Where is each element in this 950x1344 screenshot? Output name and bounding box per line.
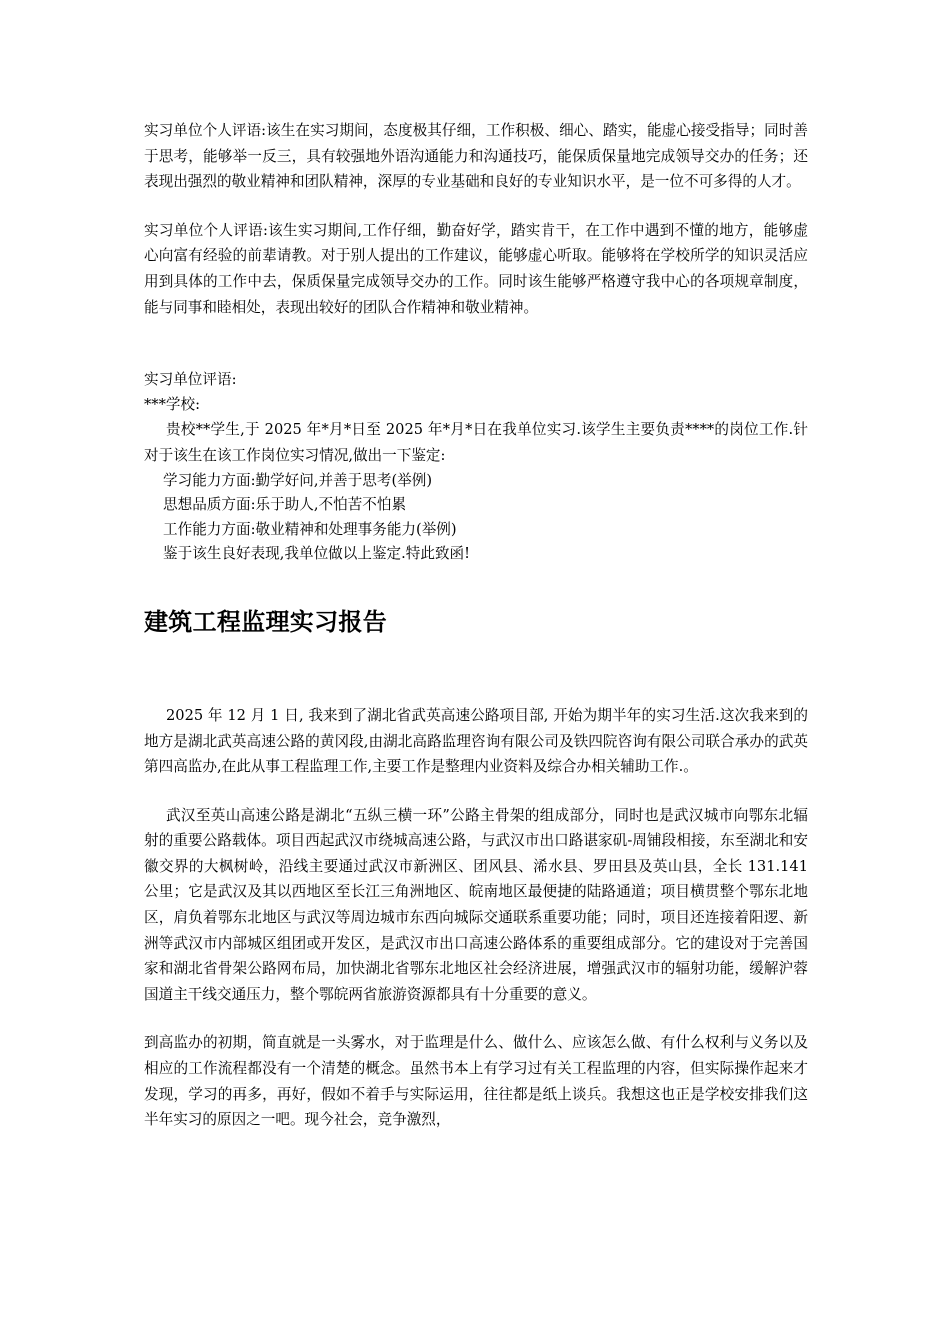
letter-item-learning: 学习能力方面:勤学好问,并善于思考(举例)	[163, 471, 433, 489]
document-page	[144, 118, 808, 1133]
letter-body: 贵校**学生,于 2025 年*月*日至 2025 年*月*日在我单位实习.该学生主要负责****的岗位工作.针对于该生在该工作岗位实习情况,做出一下鉴定:	[144, 421, 808, 464]
evaluation-paragraph-2: 实习单位个人评语:该生实习期间,工作仔细，勤奋好学，踏实肯干，在工作中遇到不懂的地方，能够虚心向富有经验的前辈请教。对于别人提出的工作建议，能够虚心听取。能够将在学校所学的知识灵活应用到具体的工作中去，保质保量完成领导交办的工作。同时该生能够严格遵守我中心的各项规章制度，能与同事和睦相处，表现出较好的团队合作精神和敬业精神。	[144, 221, 808, 316]
report-paragraph-1: 2025 年 12 月 1 日, 我来到了湖北省武英高速公路项目部, 开始为期半年的实习生活.这次我来到的地方是湖北武英高速公路的黄冈段,由湖北高路监理咨询有限公司及铁四院咨询有限公司联合承办的武英第四高监办,在此从事工程监理工作,主要工作是整理内业资料及综合办相关辅助工作.。	[144, 706, 808, 776]
evaluation-paragraph-1: 实习单位个人评语:该生在实习期间，态度极其仔细，工作积极、细心、踏实，能虚心接受指导；同时善于思考，能够举一反三，具有较强地外语沟通能力和沟通技巧，能保质保量地完成领导交办的任务；还表现出强烈的敬业精神和团队精神，深厚的专业基础和良好的专业知识水平，是一位不可多得的人才。	[144, 122, 808, 191]
evaluation-letter	[144, 368, 808, 567]
report-paragraph-2: 武汉至英山高速公路是湖北“五纵三横一环”公路主骨架的组成部分，同时也是武汉城市向鄂东北辐射的重要公路载体。项目西起武汉市绕城高速公路，与武汉市出口路谌家矶-周铺段相接，东至湖北和安徽交界的大枫树岭，沿线主要通过武汉市新洲区、团风县、浠水县、罗田县及英山县，全长 131.141 公里；它是武汉及其以西地区至长江三角洲地区、皖南地区最便捷的陆路通道；项目横贯整个鄂东北地区，肩负着鄂东北地区与武汉等周边城市东西向城际交通联系重要功能；同时，项目还连接着阳逻、新洲等武汉市内部城区组团或开发区，是武汉市出口高速公路体系的重要组成部分。它的建设对于完善国家和湖北省骨架公路网布局，加快湖北省鄂东北地区社会经济进展，增强武汉市的辐射功能，缓解沪蓉国道主干线交通压力，整个鄂皖两省旅游资源都具有十分重要的意义。	[144, 806, 808, 1003]
letter-item-work: 工作能力方面:敬业精神和处理事务能力(举例)	[163, 520, 457, 538]
letter-item-character: 思想品质方面:乐于助人,不怕苦不怕累	[163, 496, 407, 514]
letter-salutation: ***学校:	[144, 395, 200, 413]
letter-title: 实习单位评语:	[144, 371, 237, 389]
report-paragraph-3: 到高监办的初期，简直就是一头雾水，对于监理是什么、做什么、应该怎么做、有什么权利与义务以及相应的工作流程都没有一个清楚的概念。虽然书本上有学习过有关工程监理的内容，但实际操作起来才发现，学习的再多，再好，假如不着手与实际运用，往往都是纸上谈兵。我想这也正是学校安排我们这半年实习的原因之一吧。现今社会，竞争激烈，	[144, 1034, 808, 1129]
letter-closing: 鉴于该生良好表现,我单位做以上鉴定.特此致函!	[163, 545, 471, 563]
report-heading: 建筑工程监理实习报告	[144, 607, 387, 636]
